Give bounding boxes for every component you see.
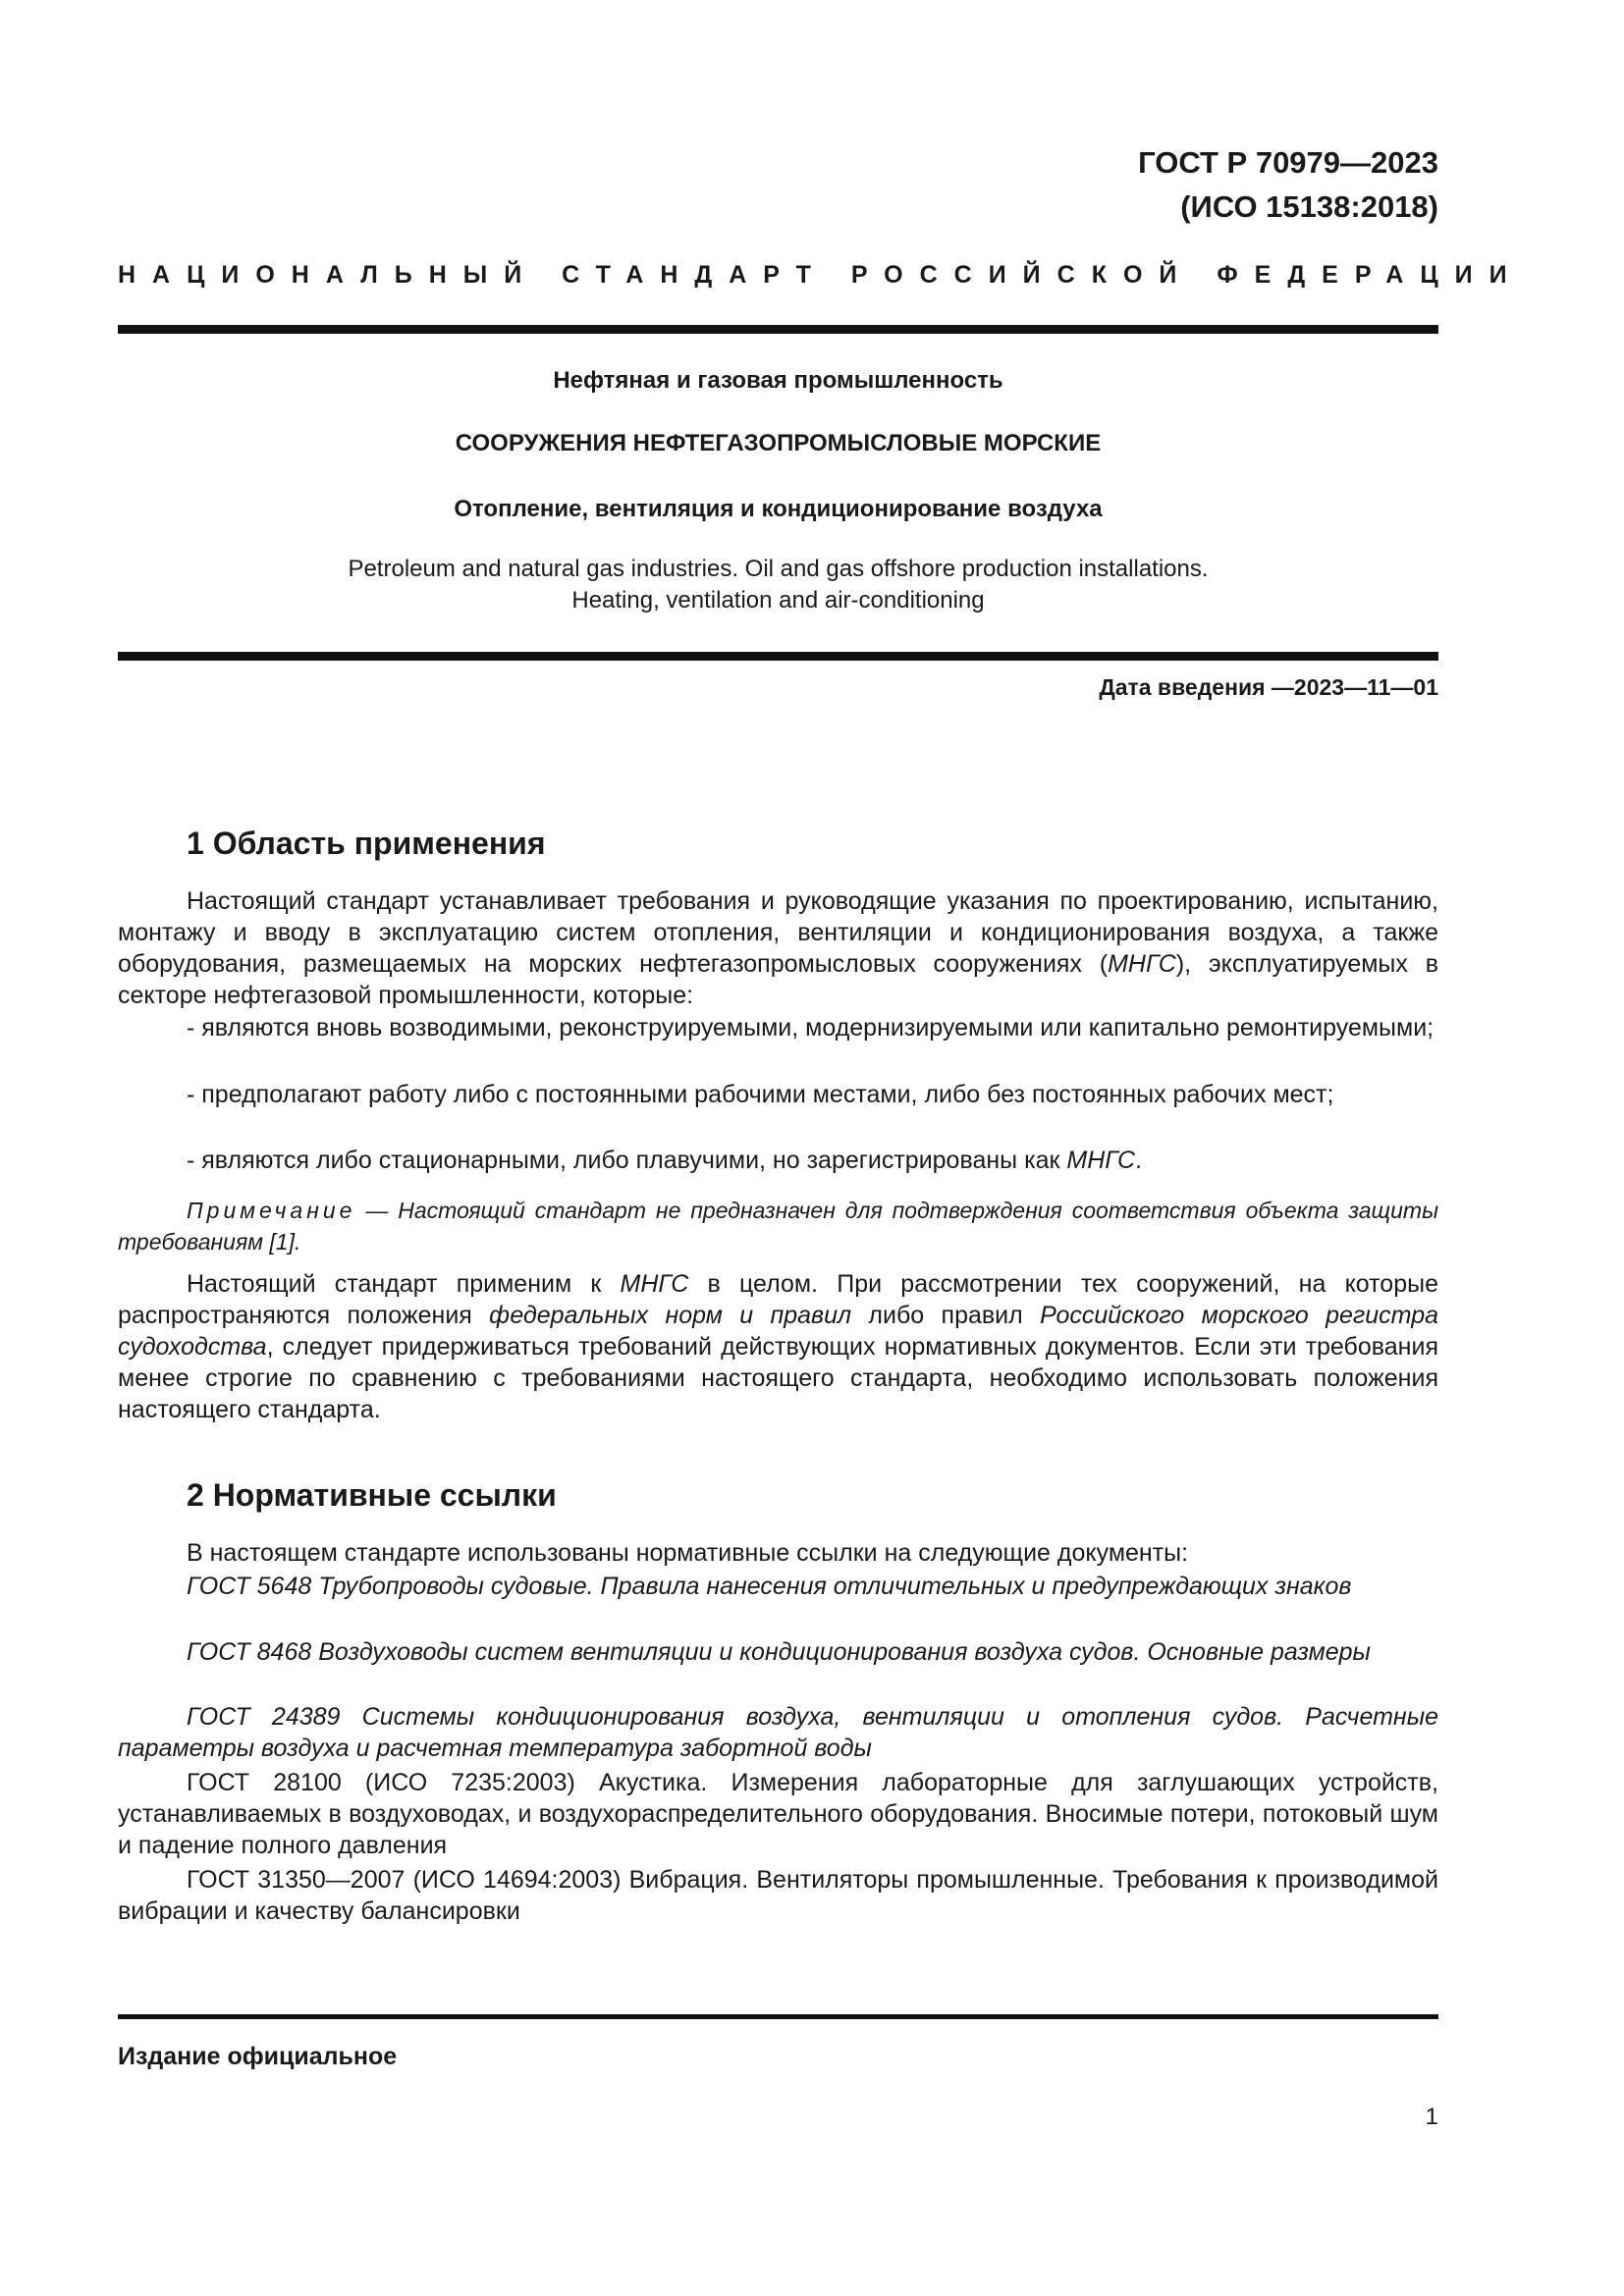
bullet-item-3 [118,1145,1438,1176]
reference-item: ГОСТ 31350—2007 (ИСО 14694:2003) Вибрация. Вентиляторы промышленные. Требования к производимой вибрации и качеству балансировки [118,1866,1438,1925]
abbr-mngs: МНГС [1066,1147,1136,1174]
standard-code: ГОСТ Р 70979—2023 [1138,145,1438,180]
iso-code: (ИСО 15138:2018) [1180,189,1438,224]
section1-paragraph2 [118,1268,1438,1425]
title-rule [118,652,1438,661]
register-term: Российского морского регистра судоходства [118,1302,1439,1361]
industry-title: Нефтяная и газовая промышленность [553,367,1003,394]
para2-text-d: , следует придерживаться требований действующих нормативных документов. Если эти требования менее строгие по сравнению с требованиями настоящего стандарта, необходимо использовать положения настоящего стандарта. [118,1333,1438,1423]
federal-rules-term: федеральных норм и правил [489,1302,852,1329]
introduction-date: Дата введения —2023—11—01 [1099,674,1438,700]
abbr-mngs: МНГС [620,1270,689,1298]
bullet-item-2: - предполагают работу либо с постоянными рабочими местами, либо без постоянных рабочих мест; [187,1081,1334,1108]
para2-text-b: в целом. При рассмотрении тех сооружений, на которые распространяются положения [118,1270,1438,1329]
section1-paragraph1 [118,885,1438,1011]
reference-item: ГОСТ 24389 Системы кондиционирования воздуха, вентиляции и отопления судов. Расчетные параметры воздуха и расчетная температура забортной воды [118,1703,1438,1762]
para2-text-a: Настоящий стандарт применим к [187,1270,621,1298]
section1-heading: 1 Область применения [187,826,546,861]
main-title: СООРУЖЕНИЯ НЕФТЕГАЗОПРОМЫСЛОВЫЕ МОРСКИЕ [455,430,1102,456]
reference-item: ГОСТ 8468 Воздуховоды систем вентиляции и кондиционирования воздуха судов. Основные размеры [187,1638,1371,1666]
subject-title: Отопление, вентиляция и кондиционирование воздуха [454,496,1103,522]
top-rule [118,325,1438,334]
note-text: — Настоящий стандарт не предназначен для подтверждения соответствия объекта защиты требованиям [1]. [118,1198,1438,1255]
reference-item: ГОСТ 28100 (ИСО 7235:2003) Акустика. Измерения лабораторные для заглушающих устройств, устанавливаемых в воздуховодах, и воздухораспределительного оборудования. Вносимые потери, потоковый шум и падение полного давления [118,1769,1438,1859]
official-edition-label: Издание официальное [118,2043,398,2070]
note-label: Примечание [187,1198,356,1223]
bullet-item-1: - являются вновь возводимыми, реконструируемыми, модернизируемыми или капитально ремонтируемыми; [187,1014,1435,1041]
section2-intro: В настоящем стандарте использованы нормативные ссылки на следующие документы: [187,1539,1189,1567]
bullet3-text: - являются либо стационарными, либо плавучими, но зарегистрированы как [187,1147,1067,1174]
bullet3-end: . [1135,1147,1143,1174]
english-title-line1: Petroleum and natural gas industries. Oil and gas offshore production installations. [348,556,1209,582]
note [118,1195,1438,1257]
page-number: 1 [1425,2104,1438,2130]
reference-item: ГОСТ 5648 Трубопроводы судовые. Правила нанесения отличительных и предупреждающих знаков [187,1573,1352,1600]
footer-rule [118,2014,1438,2019]
para2-text-c: либо правил [851,1302,1041,1329]
para1-end: ), эксплуатируемых в секторе нефтегазовой промышленности, которые: [118,950,1439,1009]
english-title-line2: Heating, ventilation and air-conditioning [571,587,985,614]
abbr-mngs: МНГС [1108,950,1176,978]
para1-text: Настоящий стандарт устанавливает требования и руководящие указания по проектированию, испытанию, монтажу и вводу в эксплуатацию систем отопления, вентиляции и кондиционирования воздуха, а также оборудования, размещаемых на морских нефтегазопромысловых сооружениях ( [118,887,1438,978]
national-standard-banner: НАЦИОНАЛЬНЫЙ СТАНДАРТ РОССИЙСКОЙ ФЕДЕРАЦИИ [118,261,1524,289]
section2-heading: 2 Нормативные ссылки [187,1477,557,1513]
